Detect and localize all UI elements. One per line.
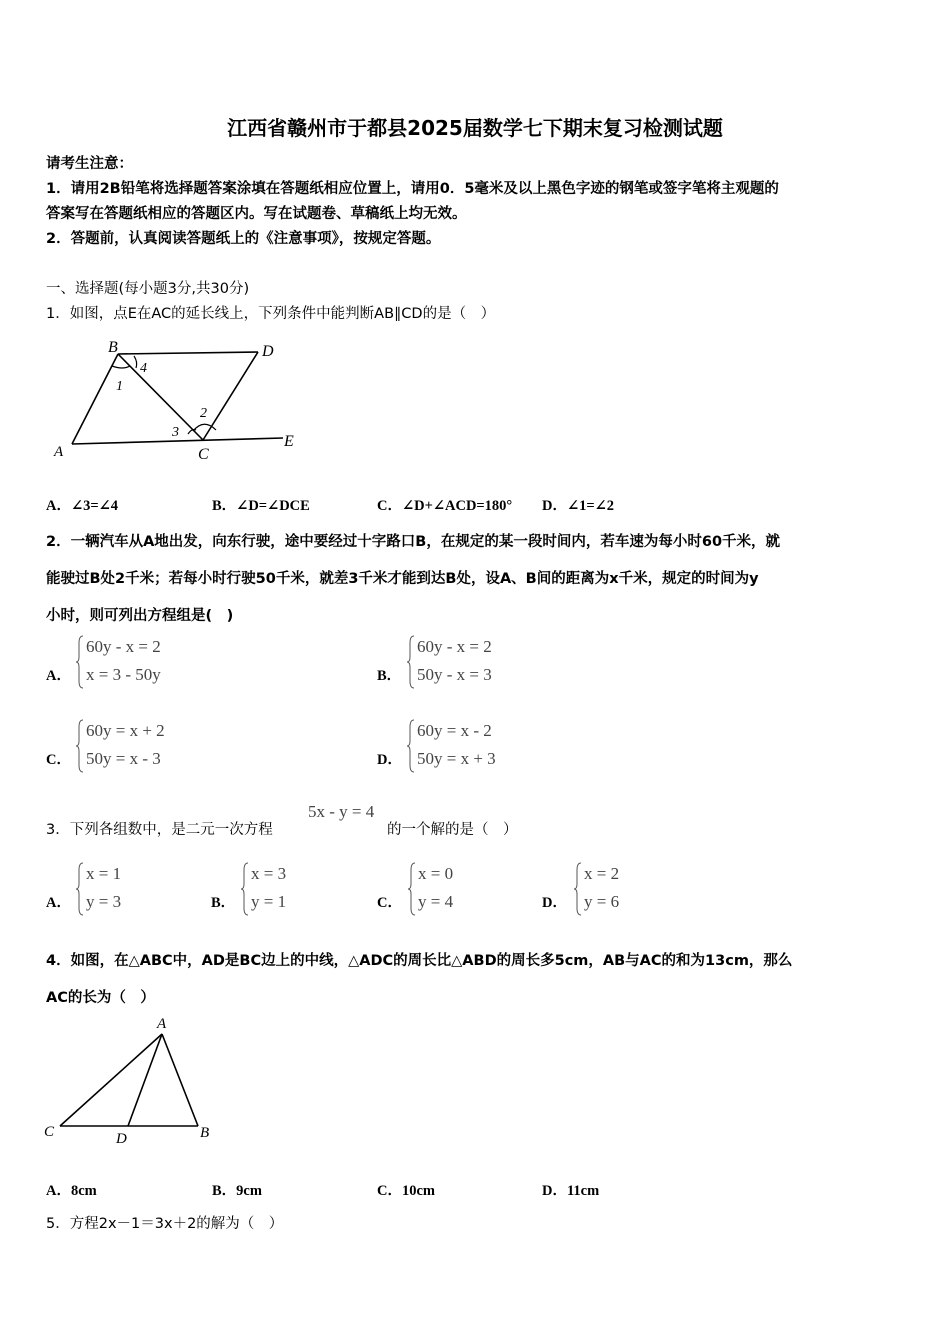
equation: y = 4 — [418, 892, 454, 911]
brace-icon — [407, 635, 415, 689]
q2-line-3: 小时，则可列出方程组是( ) — [46, 608, 234, 624]
brace-icon — [407, 719, 415, 773]
q1-label-e: E — [284, 433, 294, 450]
brace-icon — [408, 862, 416, 916]
page-title: 江西省赣州市于都县2025届数学七下期末复习检测试题 — [227, 116, 723, 140]
brace-icon — [574, 862, 582, 916]
q1-label-d: D — [262, 343, 274, 360]
q3-option-b-label[interactable]: B． — [211, 895, 236, 911]
equation: x = 1 — [86, 864, 122, 883]
q1-option-d[interactable]: D．∠1=∠2 — [542, 498, 615, 514]
equation: 50y - x = 3 — [417, 665, 492, 684]
equation: 50y = x - 3 — [86, 749, 161, 768]
q1-text: 1．如图，点E在AC的延长线上，下列条件中能判断AB∥CD的是（ ） — [46, 306, 496, 322]
q1-angle-1: 1 — [116, 379, 123, 394]
notice-heading: 请考生注意： — [46, 156, 133, 172]
brace-icon — [76, 635, 84, 689]
q1-label-a: A — [54, 444, 64, 460]
q2-line-2: 能驶过B处2千米；若每小时行驶50千米，就差3千米才能到达B处，设A、B间的距离为x千米，规定的时间为y — [46, 571, 759, 587]
q2-option-b-label[interactable]: B． — [377, 668, 402, 684]
equation: 50y = x + 3 — [417, 749, 496, 768]
notice-line-3: 2．答题前，认真阅读答题纸上的《注意事项》，按规定答题。 — [46, 231, 441, 247]
notice-line-1: 1．请用2B铅笔将选择题答案涂填在答题纸相应位置上，请用0．5毫米及以上黑色字迹的钢笔或签字笔将主观题的 — [46, 181, 779, 197]
equation: y = 6 — [584, 892, 620, 911]
equation: y = 1 — [251, 892, 287, 911]
q2-option-d-label[interactable]: D． — [377, 752, 402, 768]
q3-option-a-label[interactable]: A． — [46, 895, 71, 911]
q4-label-a: A — [157, 1016, 167, 1032]
q1-label-c: C — [198, 446, 209, 463]
q4-figure — [40, 1010, 230, 1150]
q4-option-a[interactable]: A．8cm — [46, 1183, 97, 1199]
equation: y = 3 — [86, 892, 122, 911]
brace-icon — [241, 862, 249, 916]
q4-option-b[interactable]: B．9cm — [212, 1183, 262, 1199]
brace-icon — [76, 862, 84, 916]
q2-line-1: 2．一辆汽车从A地出发，向东行驶，途中要经过十字路口B，在规定的某一段时间内，若车速为每小时60千米，就 — [46, 534, 781, 550]
equation: 60y - x = 2 — [417, 637, 492, 656]
q4-label-d: D — [116, 1131, 127, 1147]
q2-option-c-label[interactable]: C． — [46, 752, 71, 768]
equation: 60y = x + 2 — [86, 721, 165, 740]
equation: 60y - x = 2 — [86, 637, 161, 656]
q4-option-d[interactable]: D．11cm — [542, 1183, 600, 1199]
q4-line-2: AC的长为（ ） — [46, 990, 155, 1006]
equation: 60y = x - 2 — [417, 721, 492, 740]
q5-text: 5．方程2x－1＝3x＋2的解为（ ） — [46, 1216, 284, 1232]
q4-line-1: 4．如图，在△ABC中，AD是BC边上的中线，△ADC的周长比△ABD的周长多5cm，AB与AC的和为13cm，那么 — [46, 953, 793, 969]
q1-angle-3: 3 — [172, 425, 179, 440]
q4-label-c: C — [44, 1124, 55, 1140]
q1-option-c[interactable]: C．∠D+∠ACD=180° — [377, 498, 513, 514]
q4-option-c[interactable]: C．10cm — [377, 1183, 435, 1199]
q3-option-c-label[interactable]: C． — [377, 895, 402, 911]
q4-label-b: B — [200, 1125, 210, 1141]
equation: x = 3 — [251, 864, 287, 883]
q1-label-b: B — [108, 339, 118, 356]
q3-option-d-label[interactable]: D． — [542, 895, 567, 911]
q1-figure — [48, 334, 308, 469]
q1-angle-2: 2 — [200, 406, 207, 421]
equation: x = 0 — [418, 864, 454, 883]
q2-option-a-label[interactable]: A． — [46, 668, 71, 684]
notice-line-2: 答案写在答题纸相应的答题区内。写在试题卷、草稿纸上均无效。 — [46, 206, 467, 222]
q1-option-b[interactable]: B．∠D=∠DCE — [212, 498, 310, 514]
q1-option-a[interactable]: A．∠3=∠4 — [46, 498, 119, 514]
q1-angle-4: 4 — [140, 361, 147, 376]
brace-icon — [76, 719, 84, 773]
equation: x = 2 — [584, 864, 620, 883]
q3-equation: 5x - y = 4 — [308, 802, 375, 821]
equation: x = 3 - 50y — [86, 665, 161, 684]
q3-prefix: 3．下列各组数中，是二元一次方程 — [46, 822, 273, 838]
q3-suffix: 的一个解的是（ ） — [387, 822, 518, 838]
section-heading: 一、选择题(每小题3分,共30分) — [46, 281, 250, 297]
